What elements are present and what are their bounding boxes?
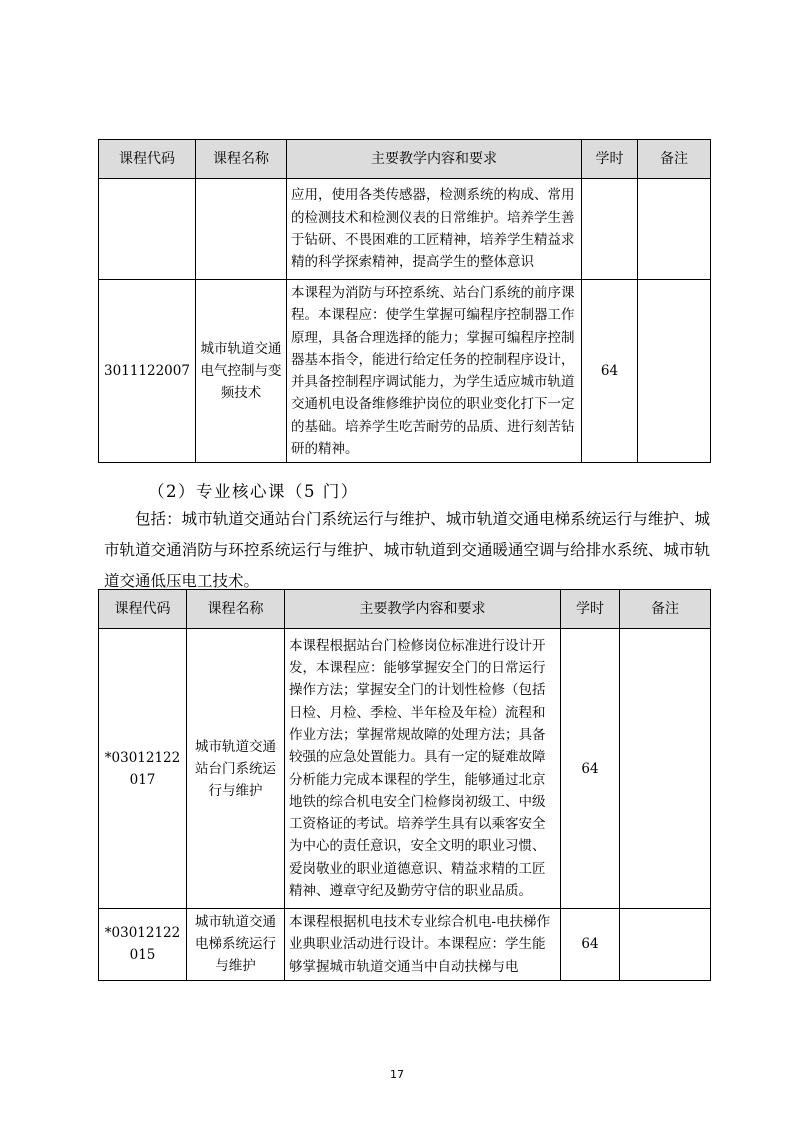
course-table-1 (98, 139, 711, 463)
course-hours (582, 179, 638, 280)
table-row (99, 280, 711, 463)
table-row (99, 629, 711, 909)
course-name: 城市轨道交通电气控制与变频技术 (196, 280, 287, 463)
page-number: 17 (390, 1068, 404, 1081)
header-course-name: 课程名称 (187, 590, 285, 629)
course-content: 本课程为消防与环控系统、站台门系统的前序课程。本课程应：使学生掌握可编程序控制器工作原理，具备合理选择的能力；掌握可编程序控制器基本指令，能进行给定任务的控制程序设计，并具备控制程序调试能力，为学生适应城市轨道交通机电设备维修维护岗位的职业变化打下一定的基础。培养学生吃苦耐劳的品质、进行刻苦钻研的精神。 (287, 280, 582, 463)
section-heading: （2）专业核心课（5 门） (148, 482, 359, 501)
course-content: 本课程根据站台门检修岗位标准进行设计开发，本课程应：能够掌握安全门的日常运行操作方法；掌握安全门的计划性检修（包括日检、月检、季检、半年检及年检）流程和作业方法；掌握常规故障的处理方法；具备较强的应急处置能力。具有一定的疑难故障分析能力完成本课程的学生，能够通过北京地铁的综合机电安全门检修岗初级工、中级工资格证的考试。培养学生具有以乘客安全为中心的责任意识，安全文明的职业习惯、爱岗敬业的职业道德意识、精益求精的工匠精神、遵章守纪及勤劳守信的职业品质。 (285, 629, 561, 909)
header-course-name: 课程名称 (196, 140, 287, 179)
course-hours: 64 (582, 280, 638, 463)
course-name: 城市轨道交通站台门系统运行与维护 (187, 629, 285, 909)
course-code: *03012122015 (99, 909, 187, 981)
table-header-row (99, 140, 711, 179)
section-paragraph: 包括：城市轨道交通站台门系统运行与维护、城市轨道交通电梯系统运行与维护、城市轨道交通消防与环控系统运行与维护、城市轨道到交通暖通空调与给排水系统、城市轨道交通低压电工技术。 (104, 510, 710, 590)
course-name (196, 179, 287, 280)
course-hours: 64 (561, 629, 620, 909)
header-note: 备注 (638, 140, 711, 179)
header-course-code: 课程代码 (99, 140, 196, 179)
table-header-row (99, 590, 711, 629)
header-course-content: 主要教学内容和要求 (285, 590, 561, 629)
course-content: 应用，使用各类传感器，检测系统的构成、常用的检测技术和检测仪表的日常维护。培养学生善于钻研、不畏困难的工匠精神，培养学生精益求精的科学探索精神，提高学生的整体意识 (287, 179, 582, 280)
header-hours: 学时 (582, 140, 638, 179)
course-code (99, 179, 196, 280)
header-course-code: 课程代码 (99, 590, 187, 629)
course-content: 本课程根据机电技术专业综合机电-电扶梯作业典职业活动进行设计。本课程应：学生能够掌握城市轨道交通当中自动扶梯与电 (285, 909, 561, 981)
header-note: 备注 (620, 590, 711, 629)
table-row (99, 909, 711, 981)
course-note (638, 179, 711, 280)
header-course-content: 主要教学内容和要求 (287, 140, 582, 179)
course-note (620, 629, 711, 909)
course-note (638, 280, 711, 463)
course-code: 3011122007 (99, 280, 196, 463)
course-hours: 64 (561, 909, 620, 981)
table-row (99, 179, 711, 280)
course-table-2 (98, 589, 711, 981)
course-note (620, 909, 711, 981)
course-name: 城市轨道交通电梯系统运行与维护 (187, 909, 285, 981)
header-hours: 学时 (561, 590, 620, 629)
course-code: *03012122017 (99, 629, 187, 909)
